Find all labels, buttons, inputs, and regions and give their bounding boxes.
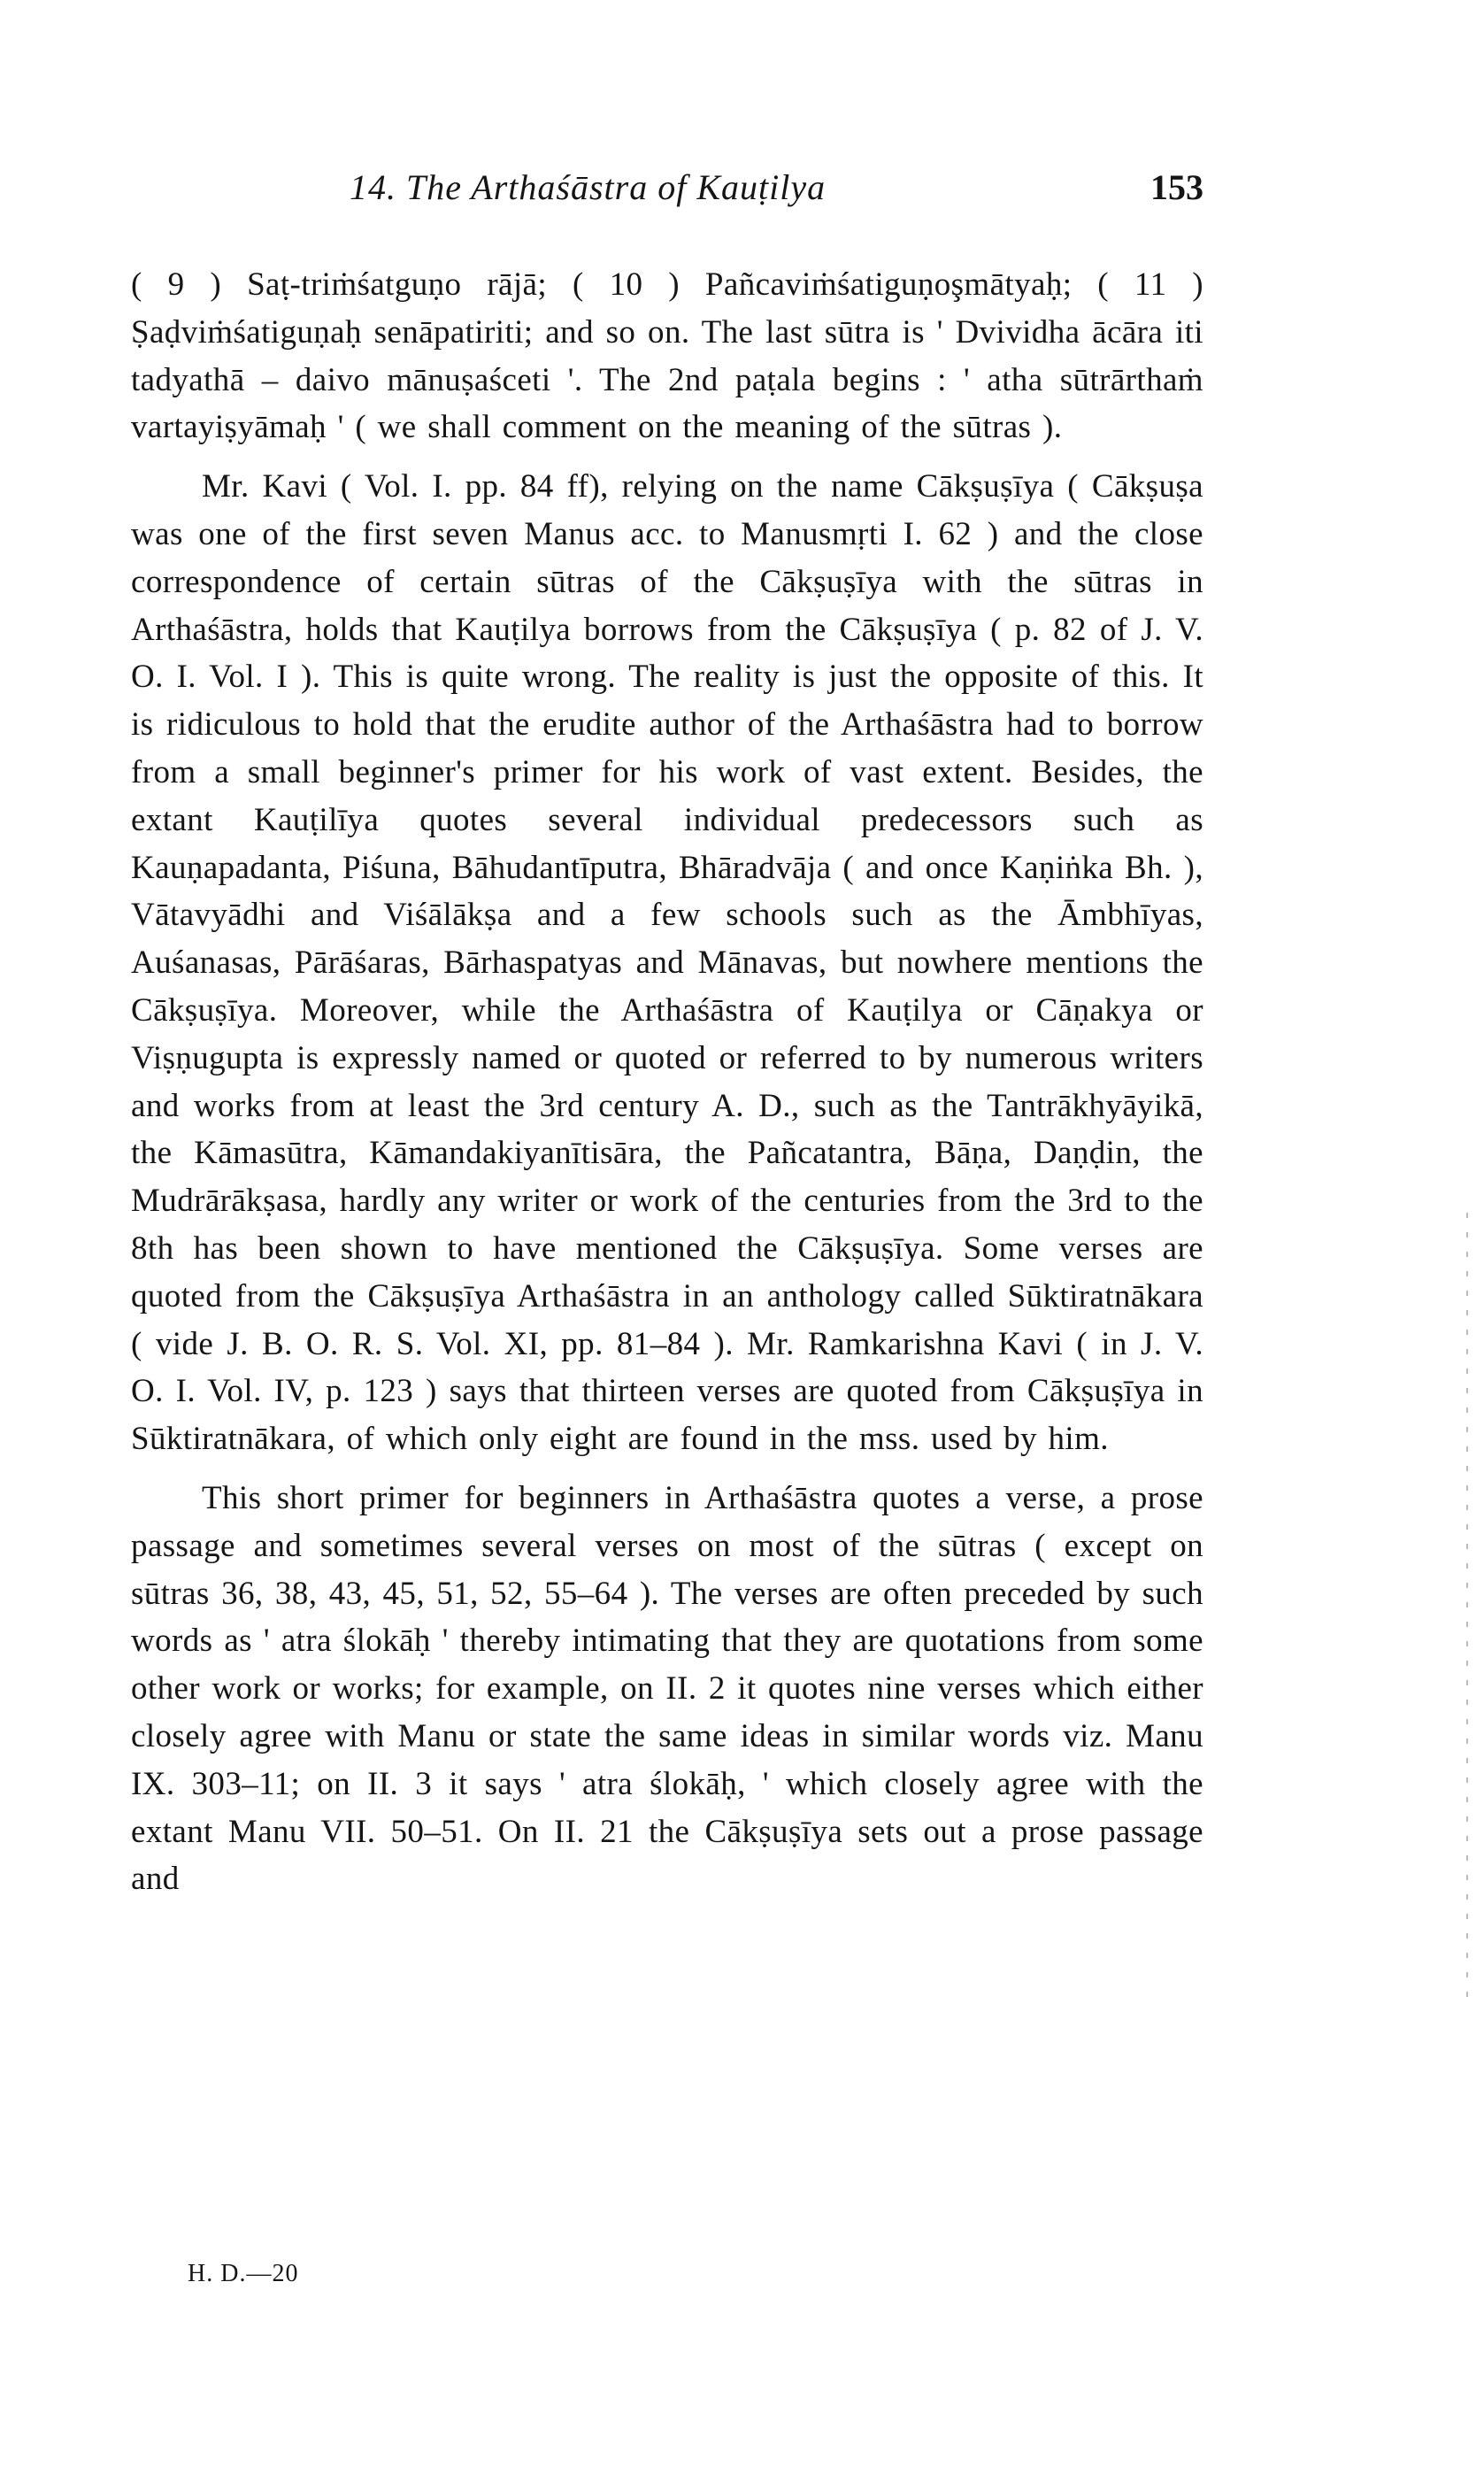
running-title: 14. The Arthaśāstra of Kauṭilya [350, 167, 827, 207]
printer-signature: H. D.—20 [188, 2260, 299, 2287]
paragraph-kavi-argument: Mr. Kavi ( Vol. I. pp. 84 ff), relying on the name Cākṣuṣīya ( Cākṣuṣa was one of the first seven Manus acc. to Manusmṛti I. 62 ) and the close correspondence of certain sūtras of the Cākṣuṣīya with the sūtras in Arthaśāstra, holds that Kauṭilya borrows from the Cākṣuṣīya ( p. 82 of J. V. O. I. Vol. I ). This is quite wrong. The reality is just the opposite of this. It is ridiculous to hold that the erudite author of the Arthaśāstra had to borrow from a small beginner's primer for his work of vast extent. Besides, the extant Kauṭilīya quotes several individual predecessors such as Kauṇapadanta, Piśuna, Bāhudantīputra, Bhāradvāja ( and once Kaṇiṅka Bh. ), Vātavyādhi and Viśālākṣa and a few schools such as the Āmbhīyas, Auśanasas, Pārāśaras, Bārhaspatyas and Mānavas, but nowhere mentions the Cākṣuṣīya. Moreover, while the Arthaśāstra of Kauṭilya or Cāṇakya or Viṣṇugupta is expressly named or quoted or referred to by numerous writers and works from at least the 3rd century A. D., such as the Tantrākhyāyikā, the Kāmasūtra, Kāmandakiyanītisāra, the Pañcatantra, Bāṇa, Daṇḍin, the Mudrārākṣasa, hardly any writer or work of the centuries from the 3rd to the 8th has been shown to have mentioned the Cākṣuṣīya. Some verses are quoted from the Cākṣuṣīya Arthaśāstra in an anthology called Sūktiratnākara ( vide J. B. O. R. S. Vol. XI, pp. 81–84 ). Mr. Ramkarishna Kavi ( in J. V. O. I. Vol. IV, p. 123 ) says that thirteen verses are quoted from Cākṣuṣīya in Sūktiratnākara, of which only eight are found in the mss. used by him. [131, 468, 1203, 1458]
scan-edge-mark [1466, 1213, 1468, 2009]
page-number: 153 [1150, 167, 1203, 207]
paragraph-sutra-list: ( 9 ) Saṭ-triṁśatguṇo rājā; ( 10 ) Pañcaviṁśatiguṇoşmātyaḥ; ( 11 ) Ṣaḍviṁśatiguṇaḥ senāpatiriti; and so on. The last sūtra is ' Dvividha ācāra iti tadyathā – daivo mānuṣaśceti '. The 2nd paṭala begins : ' atha sūtrārthaṁ vartayiṣyāmaḥ ' ( we shall comment on the meaning of the sūtras ). [131, 266, 1203, 446]
body-text [131, 261, 1203, 1903]
running-head [133, 166, 1203, 220]
paragraph-primer-quotes: This short primer for beginners in Arthaśāstra quotes a verse, a prose passage and sometimes several verses on most of the sūtras ( except on sūtras 36, 38, 43, 45, 51, 52, 55–64 ). The verses are often preceded by such words as ' atra ślokāḥ ' thereby intimating that they are quotations from some other work or works; for example, on II. 2 it quotes nine verses which either closely agree with Manu or state the same ideas in similar words viz. Manu IX. 303–11; on II. 3 it says ' atra ślokāḥ, ' which closely agree with the extant Manu VII. 50–51. On II. 21 the Cākṣuṣīya sets out a prose passage and [131, 1479, 1203, 1898]
